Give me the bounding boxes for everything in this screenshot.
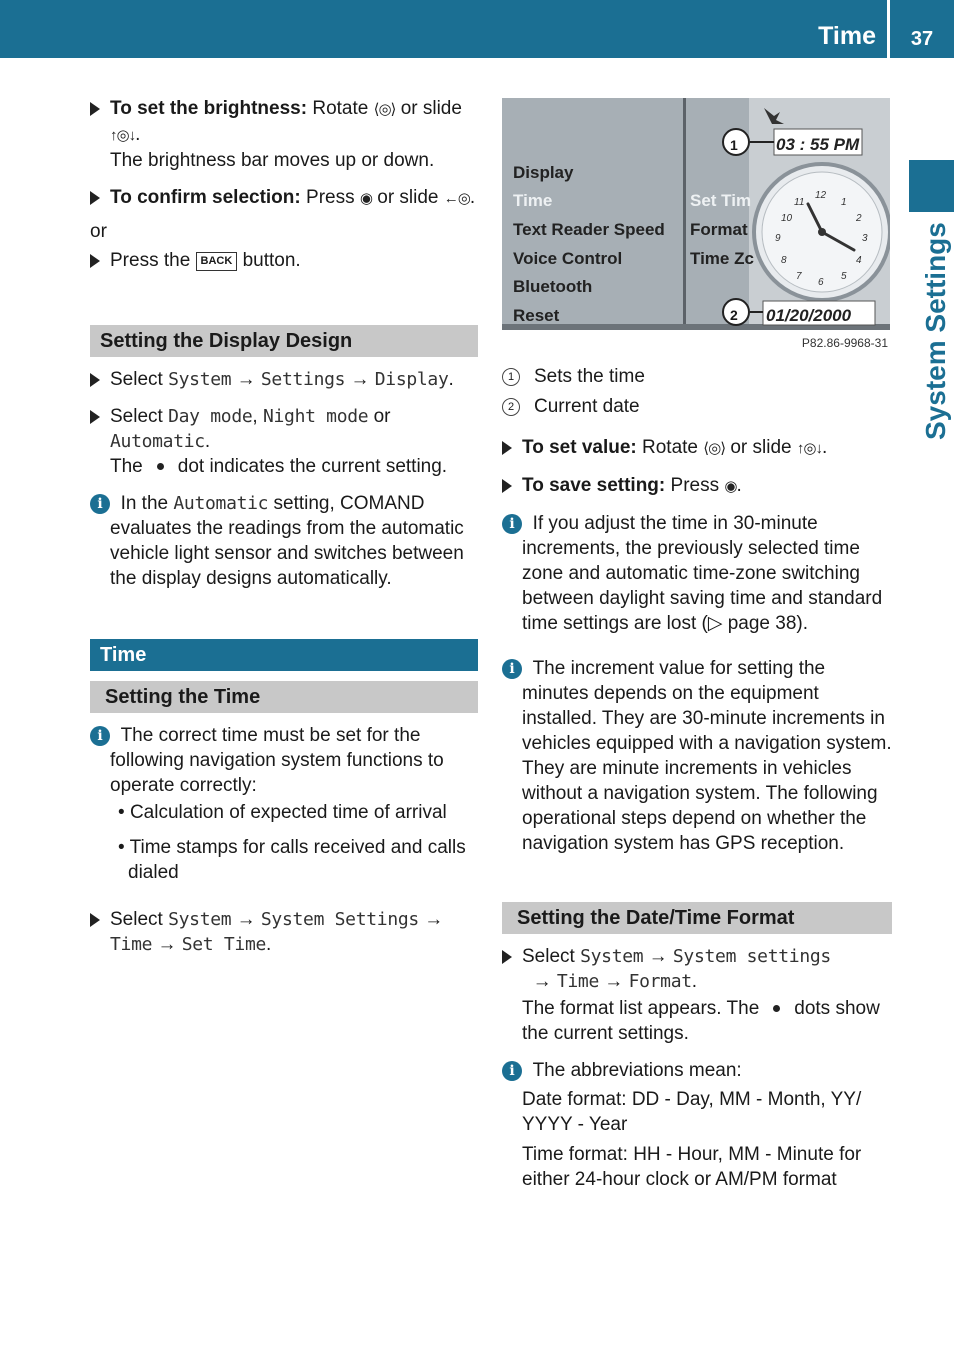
info-icon: i — [502, 1061, 522, 1081]
info-icon: i — [502, 659, 522, 679]
screen-menu-item: Display — [513, 163, 574, 182]
selected-dot-icon — [157, 463, 164, 470]
clock-number: 6 — [818, 277, 824, 288]
section-heading-setting-time: Setting the Time — [90, 681, 478, 713]
step-label: To set value: — [522, 437, 637, 458]
time-format-text: Time format: HH - Hour, MM - Minute for either 24-hour clock or AM/PM format — [522, 1144, 862, 1190]
menu-path-item: System — [168, 369, 232, 390]
menu-path-item: Time — [110, 934, 153, 955]
clock-number: 7 — [796, 271, 802, 282]
screen-menu-item: Voice Control — [513, 249, 623, 268]
clock-number: 9 — [775, 233, 781, 244]
step-arrow-icon — [502, 479, 512, 493]
screen-submenu-item: Set Tim — [690, 191, 752, 210]
info-text — [522, 513, 882, 634]
step-label: To save setting: — [522, 475, 666, 496]
slide-left-controller-icon: ←◎ — [443, 190, 470, 207]
legend-item — [502, 394, 892, 419]
step-save-setting: To save setting: Press ◉. — [502, 473, 892, 499]
callout-number: 2 — [730, 307, 738, 323]
back-key-icon: BACK — [196, 252, 238, 271]
info-text-part: setting, COMAND evaluates the readings from the automatic vehicle light sensor and switches between the display designs automatically. — [110, 493, 464, 589]
path-arrow: → — [157, 934, 177, 955]
list-item: • Time stamps for calls received and calls dialed — [118, 837, 466, 883]
screen-submenu-item: Time Zc — [690, 249, 754, 268]
menu-path-item: Set Time — [181, 934, 267, 955]
page-number: 37 — [910, 28, 934, 50]
slide-controller-icon: ↑◎↓ — [796, 440, 822, 457]
date-format-text: Date format: DD - Day, MM - Month, YY/ YYYY - Year — [522, 1089, 862, 1135]
step-arrow-icon — [502, 950, 512, 964]
slide-controller-icon: ↑◎↓ — [110, 127, 136, 144]
step-arrow-icon — [90, 373, 100, 387]
header-divider — [887, 0, 890, 58]
info-icon: i — [90, 494, 110, 514]
info-text-part: The abbreviations mean: — [532, 1060, 742, 1081]
section-heading-display-design: Setting the Display Design — [90, 325, 478, 357]
step-text: Rotate — [312, 98, 369, 119]
step-text: Press — [670, 475, 720, 496]
info-abbreviations — [502, 1058, 892, 1083]
menu-option: Night mode — [262, 406, 369, 427]
screen-menu-item: Bluetooth — [513, 277, 593, 296]
step-text: Rotate — [642, 437, 698, 458]
step-set-value: To set value: Rotate ⟨◎⟩ or slide ↑◎↓. — [502, 435, 892, 461]
path-arrow: → — [648, 946, 668, 967]
legend-item — [502, 364, 892, 389]
path-arrow: → — [236, 369, 256, 390]
menu-path-item: System — [168, 909, 232, 930]
step-select-display: Select System → Settings → Display. — [90, 367, 478, 392]
info-text — [522, 658, 892, 854]
step-result — [110, 454, 478, 479]
clock-number: 4 — [856, 255, 862, 266]
info-automatic — [90, 491, 478, 591]
step-arrow-icon — [90, 191, 100, 205]
step-result — [522, 996, 892, 1046]
step-text: button. — [242, 250, 301, 271]
step-label: To confirm selection: — [110, 187, 301, 208]
legend-number-icon: 1 — [502, 368, 520, 386]
legend-text: Current date — [534, 396, 640, 417]
legend-text: Sets the time — [534, 366, 645, 387]
menu-path-item: Display — [374, 369, 449, 390]
menu-path-item: Format — [628, 971, 692, 992]
menu-path-item: System settings — [672, 946, 831, 967]
step-arrow-icon — [90, 102, 100, 116]
clock-number: 1 — [841, 197, 847, 208]
step-select-mode: Select Day mode, Night mode or Automatic. The dot indicates the current setting. — [90, 404, 478, 479]
info-icon: i — [502, 514, 522, 534]
list-item-text: Calculation of expected time of arrival — [129, 802, 447, 823]
selected-dot-icon — [773, 1005, 780, 1012]
info-text-part: If you adjust the time in 30-minute increments, the previously selected time zone and automatic time-zone switching between daylight saving time and standard time settings are lost (▷ page 38). — [522, 513, 883, 634]
step-text: Select — [110, 369, 163, 390]
path-arrow: → — [236, 909, 256, 930]
step-brightness: To set the brightness: Rotate ⟨◎⟩ or slide ↑◎↓. The brightness bar moves up or down. — [90, 96, 478, 173]
screen-submenu-item: Format — [690, 220, 748, 239]
screen-menu-item-selected: Time — [513, 191, 553, 210]
legend-number-icon: 2 — [502, 398, 520, 416]
path-arrow: → — [604, 971, 624, 992]
side-tab-label: System Settings — [920, 222, 951, 440]
step-text: The — [110, 456, 143, 477]
step-text: Select — [110, 909, 163, 930]
callout-number: 1 — [730, 137, 738, 153]
step-text: or slide — [730, 437, 792, 458]
section-heading-time: Time — [90, 639, 478, 671]
menu-path-item: System Settings — [260, 909, 419, 930]
info-increment — [502, 656, 892, 856]
path-arrow: → — [532, 971, 552, 992]
figure-caption: P82.86-9968-31 — [801, 336, 888, 350]
section-heading-date-time-format: Setting the Date/Time Format — [502, 902, 892, 934]
left-column — [90, 96, 478, 969]
step-text: dots show the current settings. — [522, 998, 880, 1044]
step-text: Press — [306, 187, 355, 208]
step-arrow-icon — [90, 254, 100, 268]
list-item: • Calculation of expected time of arrival — [118, 802, 447, 823]
page-header — [0, 0, 954, 58]
step-text: Select — [110, 406, 163, 427]
menu-path-item: Time — [556, 971, 599, 992]
step-text: or slide — [377, 187, 439, 208]
press-controller-icon: ◉ — [724, 478, 737, 495]
comand-screen-figure — [502, 98, 890, 330]
step-text: The format list appears. The — [522, 998, 760, 1019]
step-result: The brightness bar moves up or down. — [110, 150, 435, 171]
menu-path-item: System — [580, 946, 644, 967]
menu-path-item: Settings — [260, 369, 346, 390]
info-text — [110, 725, 444, 796]
info-correct-time — [90, 723, 478, 798]
info-text — [110, 493, 464, 589]
info-text-part: The correct time must be set for the following navigation system functions to operate correctly: — [110, 725, 444, 796]
path-arrow: → — [350, 369, 370, 390]
side-tab-marker — [909, 160, 954, 212]
clock-number: 5 — [841, 271, 847, 282]
step-arrow-icon — [90, 913, 100, 927]
path-arrow: → — [424, 909, 444, 930]
right-column — [502, 96, 892, 1192]
or-text: or — [90, 221, 107, 242]
step-text: or slide — [400, 98, 462, 119]
step-press-back — [90, 248, 478, 273]
header-title: Time — [818, 22, 876, 50]
step-select-set-time: Select System → System Settings → Time → Set Time. — [90, 907, 478, 957]
screen-time-display: 03 : 55 PM — [776, 135, 860, 154]
clock-number: 10 — [781, 213, 793, 224]
info-30-minute — [502, 511, 892, 636]
clock-number: 12 — [815, 190, 827, 201]
clock-number: 8 — [781, 255, 787, 266]
step-arrow-icon — [90, 410, 100, 424]
menu-option: Day mode — [168, 406, 253, 427]
rotate-controller-icon: ⟨◎⟩ — [373, 101, 396, 118]
info-icon: i — [90, 726, 110, 746]
clock-number: 2 — [856, 213, 862, 224]
step-select-format: Select System → System settings → Time → Format. The format list appears. The dots show the current settings. — [502, 944, 892, 1046]
menu-option: Automatic — [110, 431, 205, 452]
press-controller-icon: ◉ — [359, 190, 372, 207]
bullet-list — [90, 800, 478, 885]
rotate-controller-icon: ⟨◎⟩ — [703, 440, 726, 457]
step-text: or — [373, 406, 391, 427]
info-text-part: The increment value for setting the minutes depends on the equipment installed. They are 30-minute increments in vehicles equipped with a navigation system. They are minute increments in vehicles without a navigation system. The following operational steps depend on whether the navigation system has GPS reception. — [522, 658, 892, 854]
list-item-text: Time stamps for calls received and calls dialed — [128, 837, 466, 883]
info-text-part: In the — [120, 493, 169, 514]
step-label: To set the brightness: — [110, 98, 308, 119]
screen-menu-item: Text Reader Speed — [513, 220, 665, 239]
step-text: dot indicates the current setting. — [177, 456, 448, 477]
step-arrow-icon — [502, 441, 512, 455]
menu-option: Automatic — [173, 493, 269, 514]
info-text — [522, 1060, 742, 1081]
step-text: Select — [522, 946, 575, 967]
clock-number: 3 — [862, 233, 868, 244]
screen-menu-item: Reset — [513, 306, 560, 325]
clock-number: 11 — [794, 197, 805, 208]
step-confirm: To confirm selection: Press ◉ or slide ←◎. — [90, 185, 478, 211]
step-text: Press the — [110, 250, 191, 271]
screen-date-display: 01/20/2000 — [766, 306, 852, 325]
